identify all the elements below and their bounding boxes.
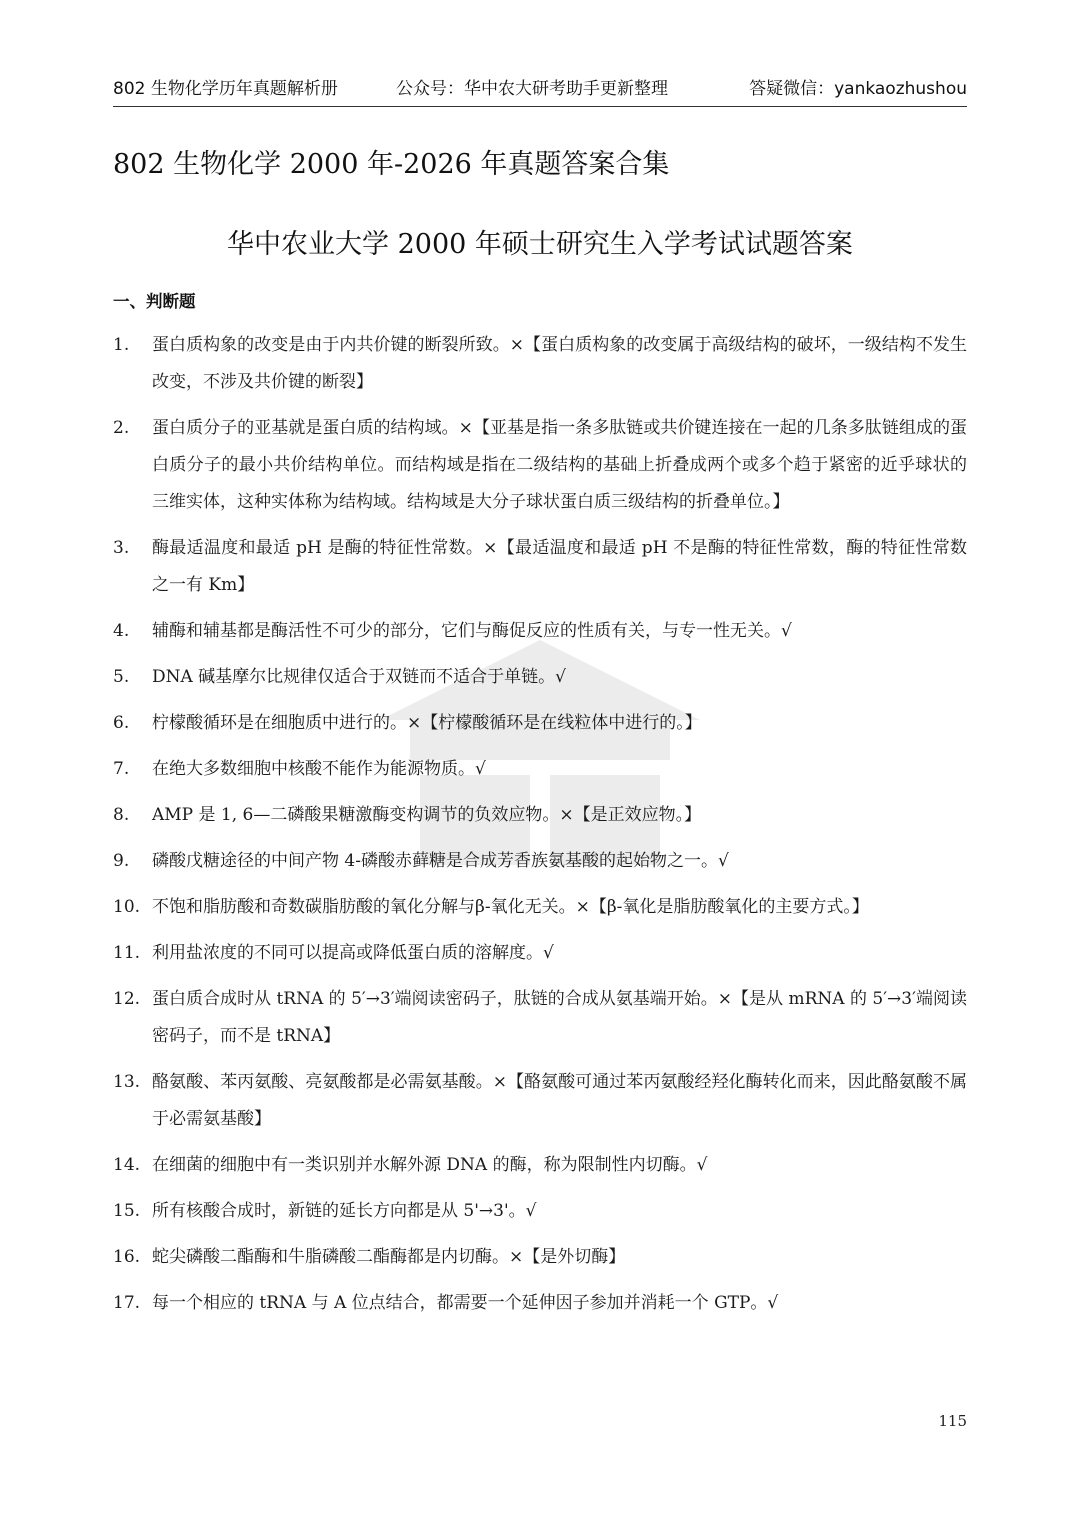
header-wechat-contact: 答疑微信：yankaozhushou [749,79,967,99]
question-item [113,659,967,696]
question-item [113,935,967,972]
question-number: 13. [113,1072,141,1092]
question-item [113,410,967,521]
question-text: 利用盐浓度的不同可以提高或降低蛋白质的溶解度。√ [152,943,554,963]
question-number: 1. [113,335,130,355]
page-number: 115 [938,1412,967,1430]
question-text: 蛇尖磷酸二酯酶和牛脂磷酸二酯酶都是内切酶。×【是外切酶】 [152,1247,626,1267]
question-number: 2. [113,418,130,438]
question-text: 每一个相应的 tRNA 与 A 位点结合，都需要一个延伸因子参加并消耗一个 GTP。√ [152,1293,779,1313]
question-number: 8. [113,805,130,825]
question-text: 磷酸戊糖途径的中间产物 4-磷酸赤藓糖是合成芳香族氨基酸的起始物之一。√ [152,851,729,871]
question-number: 11. [113,943,141,963]
question-item [113,1193,967,1230]
question-number: 14. [113,1155,141,1175]
question-item [113,530,967,604]
question-text: 蛋白质合成时从 tRNA 的 5′→3′端阅读密码子，肽链的合成从氨基端开始。×【是从 mRNA 的 5′→3′端阅读密码子，而不是 tRNA】 [152,989,967,1046]
section-heading-true-false: 一、判断题 [113,292,196,311]
question-text: 在细菌的细胞中有一类识别并水解外源 DNA 的酶，称为限制性内切酶。√ [152,1155,708,1175]
question-number: 12. [113,989,141,1009]
question-number: 17. [113,1293,141,1313]
question-item [113,981,967,1055]
question-item [113,613,967,650]
question-number: 10. [113,897,141,917]
question-item [113,327,967,401]
page-header [113,70,967,107]
question-item [113,1239,967,1276]
exam-title: 华中农业大学 2000 年硕士研究生入学考试试题答案 [227,229,853,260]
question-text: 酪氨酸、苯丙氨酸、亮氨酸都是必需氨基酸。×【酪氨酸可通过苯丙氨酸经羟化酶转化而来，因此酪氨酸不属于必需氨基酸】 [152,1072,967,1129]
question-text: AMP 是 1, 6—二磷酸果糖激酶变构调节的负效应物。×【是正效应物。】 [152,805,702,825]
question-item [113,1285,967,1322]
question-text: 所有核酸合成时，新链的延长方向都是从 5'→3'。√ [152,1201,537,1221]
question-number: 5. [113,667,130,687]
header-book-title: 802 生物化学历年真题解析册 [113,79,338,99]
question-text: 在绝大多数细胞中核酸不能作为能源物质。√ [152,759,486,779]
question-item [113,797,967,834]
question-text: 不饱和脂肪酸和奇数碳脂肪酸的氧化分解与β-氧化无关。×【β-氧化是脂肪酸氧化的主要方式。】 [152,897,869,917]
question-text: 蛋白质构象的改变是由于内共价键的断裂所致。×【蛋白质构象的改变属于高级结构的破坏，一级结构不发生改变，不涉及共价键的断裂】 [152,335,967,392]
question-number: 9. [113,851,130,871]
question-item [113,1064,967,1138]
question-item [113,843,967,880]
question-list [113,327,967,1331]
question-number: 16. [113,1247,141,1267]
question-number: 7. [113,759,130,779]
header-public-account: 公众号：华中农大研考助手更新整理 [396,79,668,99]
document-title: 802 生物化学 2000 年-2026 年真题答案合集 [113,149,670,180]
question-number: 6. [113,713,130,733]
question-number: 3. [113,538,130,558]
question-item [113,751,967,788]
question-number: 15. [113,1201,141,1221]
question-text: 酶最适温度和最适 pH 是酶的特征性常数。×【最适温度和最适 pH 不是酶的特征性常数，酶的特征性常数之一有 Km】 [152,538,967,595]
question-text: 柠檬酸循环是在细胞质中进行的。×【柠檬酸循环是在线粒体中进行的。】 [152,713,702,733]
question-number: 4. [113,621,130,641]
question-text: 辅酶和辅基都是酶活性不可少的部分，它们与酶促反应的性质有关，与专一性无关。√ [152,621,792,641]
question-text: DNA 碱基摩尔比规律仅适合于双链而不适合于单链。√ [152,667,567,687]
question-item [113,889,967,926]
question-item [113,1147,967,1184]
question-text: 蛋白质分子的亚基就是蛋白质的结构域。×【亚基是指一条多肽链或共价键连接在一起的几条多肽链组成的蛋白质分子的最小共价结构单位。而结构域是指在二级结构的基础上折叠成两个或多个趋于紧密的近乎球状的三维实体，这种实体称为结构域。结构域是大分子球状蛋白质三级结构的折叠单位。】 [152,418,967,512]
question-item [113,705,967,742]
